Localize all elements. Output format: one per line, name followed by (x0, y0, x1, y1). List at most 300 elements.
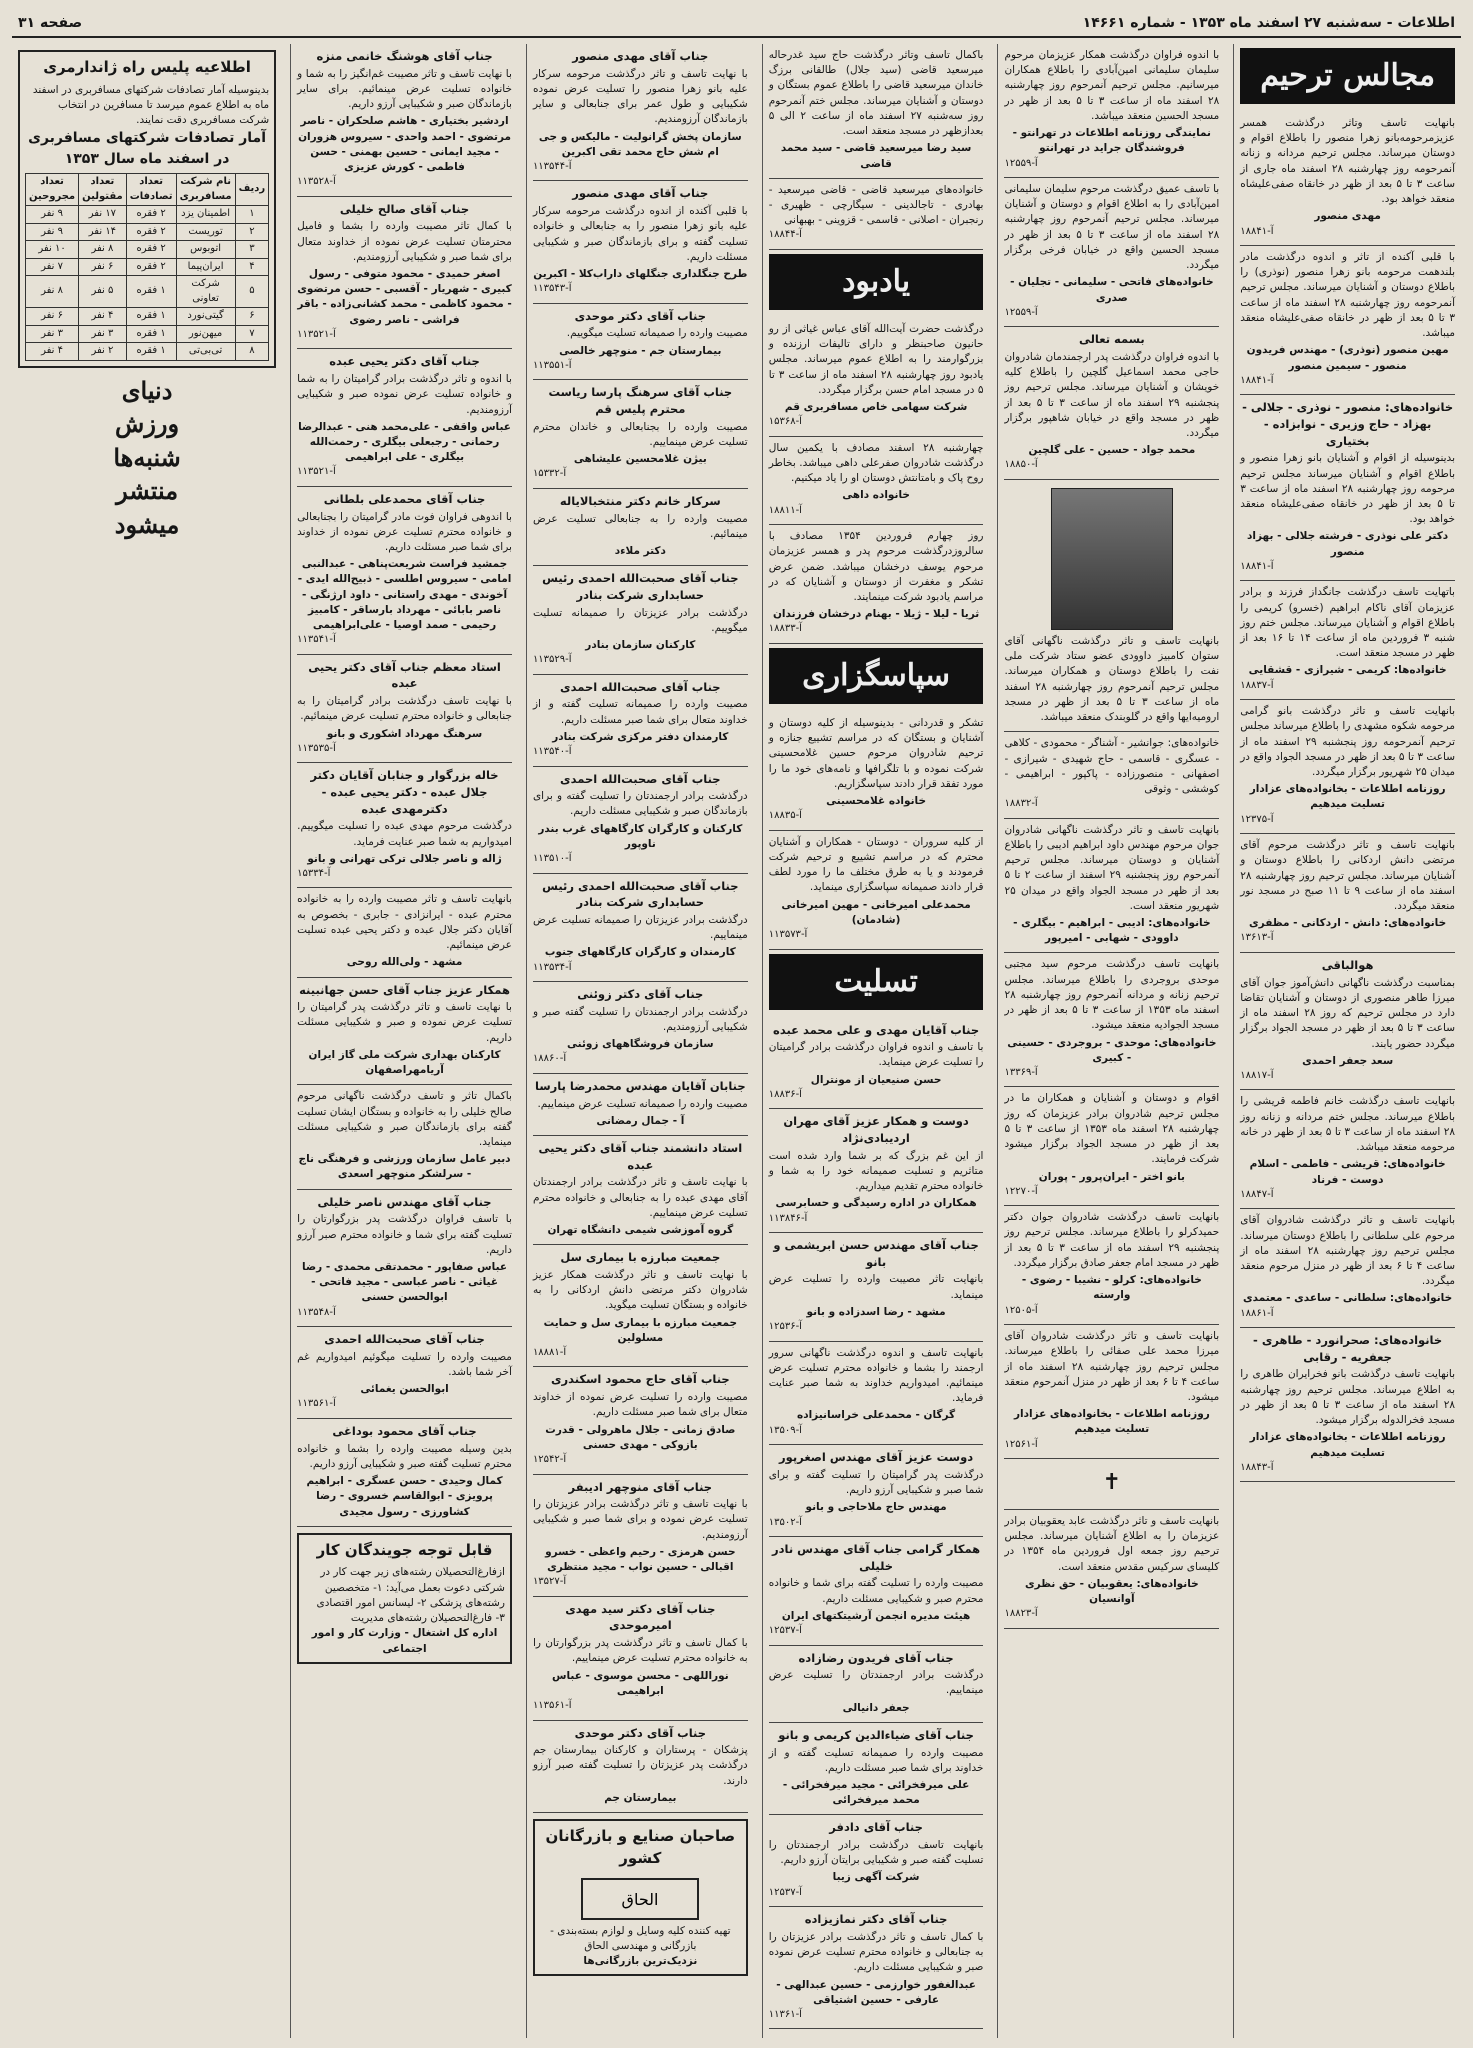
notice-text: با اندوه فراوان درگذشت همکار عزیزمان مرحوم سلیمان سلیمانی امین‌آبادی را باطلاع همکاران میرسانیم. مجلس ترحیم آنمرحوم روز چهارشنبه ۲۸ اسفند ماه از ساعت ۳ تا ۵ بعد از ظهر در مسجد الحسین منعقد میباشد. (1004, 49, 1220, 122)
notice (533, 1721, 748, 1814)
section-header (769, 254, 984, 310)
table-cell: ۵ (235, 276, 269, 308)
table-cell: ۷ نفر (26, 258, 79, 276)
notice (1004, 1459, 1219, 1510)
notice-title: جناب آقای هوشنگ خانمی منزه (316, 49, 493, 63)
notice-code: آ-۱۱۳۶۱ (768, 2008, 802, 2020)
notice-signature: محمد جواد - حسین - علی گلچین (1028, 444, 1196, 457)
table-header-cell: نام شرکت مسافربری (176, 174, 235, 206)
notice-title: جناب آقای دکتر یحیی عبده (329, 354, 480, 369)
notice-code: آ-۱۵۳۳۲ (532, 468, 567, 480)
masthead-issue-info: اطلاعات - سه‌شنبه ۲۷ اسفند ماه ۱۳۵۳ - شماره ۱۴۶۶۱ (1082, 15, 1455, 31)
notice-title: بسمه تعالی (1078, 332, 1145, 347)
table-header-cell: تعداد تصادفات (126, 174, 176, 206)
notice (1240, 700, 1455, 834)
notice-text: درگذشت برادر ارجمندتان را تسلیت گفته صبر و شکیبایی آرزومندیم. (532, 1005, 748, 1033)
notice-code: آ-۱۱۳۵۷۳ (768, 929, 808, 941)
notice-text: از این غم بزرگ که بر شما وارد شده است متاثریم و تسلیت صمیمانه خود را به شما و خانواده محترم تقدیم میداریم. (768, 1149, 984, 1193)
notice-signature: روزنامه اطلاعات - بخانواده‌های عزادار تسلیت میدهیم (1013, 1408, 1210, 1436)
notice-signature: خانواده غلامحسینی (826, 795, 927, 807)
notice-code: آ-۱۳۶۱۳ (1240, 932, 1274, 944)
column-5 (290, 44, 518, 2038)
notice-code: آ-۱۱۳۵۲۹ (532, 654, 572, 666)
notice-text: بانهایت تاسف درگذشت برادر ارجمندتان را تسلیت گفته صبر و شکیبایی برایتان آرزو داریم. (768, 1839, 984, 1867)
ad-logo (540, 1874, 741, 1924)
notice-code: آ-۱۸۸۴۳ (1240, 1461, 1274, 1473)
notice-code: آ-۱۸۸۸۱ (532, 1346, 567, 1358)
notice-title: جناب آقای منوچهر ادیبفر (568, 1479, 713, 1494)
notice (533, 767, 748, 874)
notice-signature: بیژن غلامحسین علیشاهی (573, 453, 707, 466)
table-cell: ۱ فقره (126, 343, 176, 361)
notice-signature: نمایندگی روزنامه اطلاعات در تهرانتو - فروشندگان جراید در تهرانتو (1012, 127, 1212, 155)
notice-title: دوست عزیز آقای مهندس اصغرپور (779, 1450, 974, 1465)
notice-text: درگذشت مرحوم مهدی عبده را تسلیت میگوییم. امیدواریم به شما صبر عنایت فرماید. (297, 820, 512, 848)
notice (533, 304, 748, 381)
notice-text: بانهایت تاسف و تاثر مصیبت وارده را به خانواده محترم عبده - ایرانزادی - جابری - بخصوص به آقایان دکتر جلال عبده و دکتر یحیی عبده تسلیت عرض مینمائیم. (297, 893, 512, 952)
notice (1004, 1325, 1219, 1459)
notice-signature: گروه آموزشی شیمی دانشگاه تهران (547, 1224, 734, 1236)
table-cell: ۸ نفر (26, 276, 79, 308)
notice-signature: خانواده‌های: موحدی - بروجردی - حسینی - کبیری (1007, 1036, 1217, 1064)
notice-title: دوست و همکار عزیز آقای مهران اردیبادی‌نژاد (783, 1114, 969, 1146)
notice-signature: آ - جمال رمضانی (596, 1114, 685, 1127)
notice-text: بدینوسیله از اقوام و آشنایان بانو زهرا منصور و باطلاع اقوام و آشنایان میرساند مجلس ترحیم مرحومه روز چهارشنبه ۲۸ اسفند ماه از ساعت ۳ تا ۵ بعد از ظهر در خانقاه صفی‌علیشاه منعقد خواهد بود. (1240, 452, 1455, 526)
notice-text: با کمال تاسف و تاثر درگذشت پدر بزرگوارتان را به خانواده محترم تسلیت عرض مینماییم. (532, 1637, 748, 1665)
column-2 (997, 44, 1225, 2038)
notice-code: آ-۱۲۵۵۹ (1004, 157, 1038, 169)
notice-signature: خانواده‌های: دانش - اردکانی - مظفری (1249, 917, 1447, 930)
notice (533, 1367, 748, 1474)
notice-signature: هیئت مدیره انجمن آرشیتکتهای ایران (781, 1609, 971, 1622)
notice-text: با نهایت تاسف درگذشت برادر گرامیتان را به جنابعالی و خانواده محترم تسلیت عرض مینمائیم. (297, 695, 512, 723)
notice (1240, 1090, 1455, 1209)
notice-signature: روزنامه اطلاعات - بخانواده‌های عزادار تسلیت میدهیم (1249, 783, 1446, 811)
table-cell: گیتی‌نورد (176, 308, 235, 326)
notice-text: درگذشت برادر عزیزتان را صمیمانه تسلیت میگوییم. (532, 606, 748, 634)
notice-code: آ-۱۱۳۵۱۰ (532, 853, 572, 865)
column-6 (12, 44, 282, 2038)
sports-line: شنبه‌ها (113, 442, 181, 472)
notice-code: آ-۱۲۵۶۱ (1004, 1438, 1038, 1450)
notice (1240, 246, 1455, 395)
notice (769, 318, 984, 437)
notice-code: آ-۱۸۸۴۴ (768, 229, 802, 241)
notice-code: آ-۱۲۵۳۶ (768, 1321, 802, 1333)
notice-text: مصیبت وارده را صمیمانه تسلیت میگوییم. (566, 327, 748, 340)
notice-text: باتهایت تاسف درگذشت جانگداز فرزند و برادر عزیزمان آقای ناکام ابراهیم (خسرو) کریمی را باطلاع اقوام و آشنایان میرساند. مجلس ختم روز شنبه ۳ فروردین ماه از ساعت ۱۴ تا ۱۶ بعد از ظهر در مسجد منعقد است. (1240, 586, 1456, 660)
notice-signature: مهندس حاج ملاحاجی و بانو (805, 1501, 947, 1514)
notice-text: با نهایت تاسف و تاثر درگذشت پدر گرامیتان را تسلیت عرض نموده و صبر و شکیبایی مسئلت داریم. (297, 1001, 512, 1044)
notice (769, 1815, 984, 1907)
notice-title: جمعیت مبارزه با بیماری سل (560, 1250, 721, 1265)
notice (533, 1074, 748, 1136)
notice-text: باکمال تاسف وتاثر درگذشت حاج سید غدرحاله میرسعید قاضی (سید جلال) طالقانی برزگ خاندان میرسعید قاضی را باطلاع عموم بستگان و دوستان و آشنایان میرساند. مجلس ختم آنمرحوم روز سه‌شنبه ۲۷ اسفند ماه از ساعت ۲ الی ۵ بعدازظهر در مسجد منعقد است. (768, 49, 984, 138)
notice-text: تشکر و قدردانی - بدینوسیله از کلیه دوستان و آشنایان و بستگان که در مراسم تشییع جنازه و ترحیم شادروان مرحوم حسین غلامحسینی شرکت نموده و با تلگرافها و نامه‌های خود ما را مورد تفقد قرار دادند سپاسگزاریم. (768, 716, 984, 790)
notice-signature: اردشیر بختیاری - هاشم صلحکران - ناصر مرتضوی - احمد واحدی - سیروس هزوران - مجید ایمانی - حسین بهمنی - حسن فاطمی - کورش عزیزی (298, 115, 512, 173)
notice-text: با اندوهی فراوان فوت مادر گرامیتان را بجنابعالی و خانواده محترم تسلیت عرض نموده از خداوند برای شما صبر مسئلت داریم. (297, 510, 512, 553)
notice-signature: دکتر علی نوذری - فرشته جلالی - بهزاد منصور (1247, 530, 1449, 558)
notice-signature: خانواده داهی (842, 489, 910, 502)
notice-signature: خانواده‌های: قریشی - فاطمی - اسلام دوست - فرناد (1249, 1158, 1446, 1186)
notice-signature: ژاله و ناصر جلالی ترکی تهرانی و بانو (307, 852, 502, 865)
portrait-photo (1051, 488, 1173, 630)
notice (769, 1646, 984, 1723)
sports-line: دنیای (121, 375, 173, 405)
notice-signature: اصغر حمیدی - محمود متوفی - رسول کبیری - شهریار - آقسبی - حسن مرتضوی - محمود کاظمی - محمد کشانی‌زاده - باقر فراشی - ناصر رضوی (297, 268, 512, 326)
notice-code: آ-۱۱۳۸۴۶ (768, 1212, 808, 1224)
notice (1240, 834, 1455, 953)
notice-title: جناب آقای ضیاءالدین کریمی و بانو (778, 1727, 974, 1742)
notice-signature: ابوالحسن یغمائی (360, 1383, 449, 1396)
notice-text: با نهایت تاسف و تاثر مصیبت غم‌انگیز را به شما و خانواده تسلیت عرض مینمائیم. برای سایر بازماندگان صبر و شکیبایی آرزو داریم. (297, 67, 512, 111)
notice-code: آ-۱۱۳۵۳۴ (532, 961, 572, 973)
table-cell: ۱۴ نفر (79, 223, 127, 241)
notice-text: با نهایت تاسف و تاثر درگذشت برادر عزیزتان را تسلیت عرض نموده و برای شما صبر و شکیبایی آرزومندیم. (532, 1498, 748, 1541)
notice-title: جناب آقای دکتر موحدی (574, 308, 707, 323)
notice-signature: علی میرفخرائی - مجید میرفخرائی - محمد میرفخرائی (782, 1778, 970, 1807)
table-header-cell: تعداد مقتولین (79, 174, 127, 206)
table-cell: توریست (176, 223, 235, 241)
section-header-condolence-ceremonies (1240, 48, 1455, 104)
notice (1240, 1209, 1455, 1328)
notice-title: جناب آقای صالح خلیلی (339, 201, 470, 216)
notice (1004, 953, 1219, 1087)
notice-text: خانواده‌های میرسعید قاضی - قاضی میرسعید - بهادری - تاجالدینی - سیگارچی - ظهیری - رنجبران - اصلانی - قاسمی - قزوینی - بهبهانی (768, 183, 984, 227)
table-header-cell: ردیف (235, 174, 269, 206)
notice-signature: شرکت آگهی زیبا (832, 1871, 920, 1884)
notice-signature: خانواده‌های: یعقوبیان - حق نظری آوانسیان (1024, 1577, 1199, 1606)
accident-stats-table (25, 173, 269, 361)
notice-text: بانهایت تاسف درگذشت بانو فخرایران طاهری را به اطلاع میرساند. مجلس ترحیم روز چهارشنبه ۲۸ اسفند ماه از ساعت ۳ تا ۵ بعد از ظهر در مسجد فخرالدوله برگزار میشود. (1240, 1368, 1456, 1427)
notice-signature: خانواده‌های: سلطانی - ساعدی - معتمدی (1243, 1292, 1453, 1305)
table-cell: ۶ (235, 308, 269, 326)
notice-title: هوالباقی (1321, 957, 1374, 972)
notice-code: آ-۱۸۸۳۵ (768, 810, 802, 822)
notice (769, 525, 984, 644)
notice-signature: عبدالغفور خوارزمی - حسین عبدالهی - عارفی - حسین اشتیاقی (776, 1978, 976, 2006)
table-cell: ۸ (235, 343, 269, 361)
notice (533, 675, 748, 767)
notice (769, 1723, 984, 1816)
job-ad-signature: اداره کل اشتغال - وزارت کار و امور اجتماعی (311, 1627, 498, 1655)
table-row (26, 206, 269, 224)
sports-line: منتشر (116, 476, 179, 506)
table-cell: اتوبوس (176, 241, 235, 259)
notice (769, 1109, 984, 1233)
notice-text: مصیبت وارده را به جنابعالی تسلیت عرض مینمائیم. (532, 512, 748, 540)
table-cell: ۳ نفر (26, 325, 79, 343)
notice (769, 1018, 984, 1110)
notice-signature: خانواده‌های فاتحی - سلیمانی - تجلیان - صدری (1010, 276, 1214, 304)
notice-signature: بیمارستان جم (604, 1791, 677, 1804)
notice (297, 1327, 512, 1419)
police-notice-box (18, 50, 276, 368)
notice-code: آ-۱۳۵۰۹ (768, 1424, 802, 1436)
notice-code: آ-۱۲۵۳۷ (768, 1886, 802, 1898)
notice-text: روز چهارم فروردین ۱۳۵۴ مصادف با سالروزدرگذشت مرحوم پدر و همسر عزیزمان مرحوم یوسف درخشان میباشد. ضمن عرض تشکر و مغفرت از دوستان و آشنایان که در مراسم یادبود شرکت مینمایند. (768, 530, 984, 603)
job-ad-title: قابل توجه جویندگان کار (316, 1540, 493, 1559)
table-cell: ۴ (235, 258, 269, 276)
notice-signature: مهدی منصور (1314, 210, 1381, 223)
notice-text: خانواده‌های: جوانشیر - آشناگر - محمودی - کلاهی - عسگری - قاسمی - حاج شهیدی - شیرازی - اصفهانی - منصورزاده - پاکپور - ابراهیمی - کوششی - وثوقی (1004, 737, 1220, 795)
notice-text: بانهایت تاسف و تاثر درگذشت مرحوم آقای مرتضی دانش اردکانی را باطلاع دوستان و آشنایان میرساند. مجلس ترحیم روز چهارشنبه ۲۸ اسفند ماه از ساعت ۹ تا ۱۱ صبح در مسجد نور منعقد میگردد. (1240, 839, 1455, 913)
ad-logo-text: الحاق (621, 1889, 659, 1909)
notice-signature: سازمان پخش گرانولیت - مالیکس و جی ام شش حاج محمد تقی اکبرین (538, 130, 742, 158)
notice-code: آ-۱۸۸۴۱ (1240, 374, 1274, 386)
cross-icon: ✝ (1102, 1470, 1122, 1496)
table-cell: ایران‌پیما (176, 258, 235, 276)
notice (533, 1475, 748, 1597)
notice-text: با تاسف فراوان درگذشت پدر بزرگوارتان را تسلیت گفته برای شما و خانواده محترم صبر آرزو داریم. (297, 1213, 512, 1256)
notice-code: آ-۱۲۲۷۰ (1004, 1185, 1038, 1197)
notice-text: با اندوه فراوان درگذشت پدر ارجمندمان شادروان حاجی محمد اسماعیل گلچین را باطلاع کلیه خویشان و آشنایان میرساند. مجلس ترحیم روز پنجشنبه ۲۹ اسفند ماه از ساعت ۳ تا ۵ بعد از ظهر در مسجد واقع در خیابان شاهپور برگزار میگردد. (1004, 350, 1220, 440)
notice (1240, 1328, 1455, 1482)
notice-text: با قلبی آکنده از تاثر و اندوه درگذشت مادر بلندهمت مرحومه بانو زهرا منصور (نوذری) را باطلاع دوستان و آشنایان میرساند. مجلس ترحیم آنمرحومه روز چهارشنبه ۲۸ اسفند ماه از ساعت ۳ تا ۵ بعد از ظهر در خانقاه صفی‌علیشاه منعقد میباشد. (1240, 251, 1456, 340)
notice-signature: مشهد - رضا اسدزاده و بانو (806, 1305, 946, 1318)
notice (1004, 327, 1219, 480)
notice-title: جناب آقای محمود بوداغی (332, 1423, 477, 1438)
notice-signature: کارمندان دفتر مرکزی شرکت بنادر (552, 730, 729, 743)
column-4 (526, 44, 754, 2038)
notice-text: با نهایت تاسف و تاثر درگذشت برادر ارجمندتان آقای مهدی عبده را به جنابعالی و خانواده محترم تسلیت عرض مینماییم. (532, 1176, 748, 1219)
table-cell: ۱۷ نفر (79, 206, 127, 224)
table-cell: ۲ فقره (126, 206, 176, 224)
table-cell: ۱ (235, 206, 269, 224)
table-cell: شرکت تعاونی (176, 276, 235, 308)
notice-title: جناب آقای حاج محمود اسکندری (550, 1372, 730, 1387)
notice (769, 1233, 984, 1342)
notice-code: آ-۱۸۸۳۲ (1004, 798, 1038, 810)
notice-code: آ-۱۱۳۵۲۱ (297, 466, 336, 478)
notice-signature: کارکنان بهداری شرکت ملی گاز ایران آریامهراصفهان (308, 1048, 501, 1077)
notice (1240, 581, 1455, 700)
notice-signature: کارکنان و کارگران کارگاههای غرب بندر ناوپور (538, 822, 743, 850)
notice-signature: سازمان فروشگاههای زوئنی (567, 1038, 714, 1051)
notice-text: درگذشت حضرت آیت‌الله آقای عباس غیاثی از رو حانیون صاحبنظر و دارای تالیفات ارزنده و بزرگوارمند را به اطلاع عموم میرساند. مجلس یادبود روز چهارشنبه ۲۸ اسفند ماه از ساعت ۳ تا ۵ در مسجد امام حسن برگزار میگردد. (768, 322, 984, 396)
table-row (26, 276, 269, 308)
sports-line: میشود (114, 509, 180, 539)
section-title: یادبود (842, 264, 911, 300)
notice (1004, 1087, 1219, 1206)
notice-code: آ-۱۸۸۱۱ (768, 504, 802, 516)
notice-title: خانواده‌های: صحرانورد - طاهری - جعفریه - رقابی (1253, 1333, 1443, 1364)
notice-signature: کارمندان و کارگران کارگاههای جنوب (544, 946, 736, 959)
table-cell: ۳ نفر (79, 325, 127, 343)
notice-signature: سید رضا میرسعید قاضی - سید محمد قاضی (780, 142, 972, 170)
notice (533, 874, 748, 983)
notice (533, 566, 748, 675)
notice-title: جناب آقای صحبت‌الله احمدی (560, 679, 721, 694)
notice-title: جناب آقای دادفر (829, 1820, 923, 1835)
table-cell: ۵ نفر (79, 276, 127, 308)
notice-signature: ثریا - لیلا - ژیلا - بهنام درخشان فرزندان (772, 608, 980, 621)
table-cell: ۴ نفر (79, 308, 127, 326)
notice (1004, 1206, 1219, 1325)
notice-signature: عباس واقفی - علی‌محمد هنی - عبدالرضا رحمانی - رجبعلی بیگلری - رحمت‌الله بیگلری - علی ابراهیمی (298, 420, 511, 464)
notice (297, 888, 512, 977)
notice (297, 978, 512, 1086)
notice (769, 1445, 984, 1537)
notice-text: با قلبی آکنده از اندوه درگذشت مرحومه سرکار علیه بانو زهرا منصور را به جنابعالی و خانواده تسلیت گفته و برای بازماندگان صبر و شکیبایی مسئلت داریم. (532, 205, 748, 263)
notice-signature: دبیر عامل سازمان ورزشی و فرهنگی ناج - سرلشکر منوچهر اسعدی (298, 1153, 511, 1181)
notice (769, 179, 984, 250)
notice-code: آ-۱۸۸۴۱ (1240, 225, 1274, 237)
notice-code: آ-۱۱۳۵۴۴ (532, 160, 572, 172)
notice-title: خانواده‌های: منصور - نوذری - جلالی - بهزاد - حاج وزیری - نوابزاده - بختیاری (1242, 400, 1454, 448)
notice-signature: خانواده‌ها: کریمی - شیرازی - قشقایی (1248, 664, 1447, 677)
table-cell: ۴ نفر (26, 343, 79, 361)
notice-title: استاد معظم جناب آقای دکتر یحیی عبده (308, 659, 501, 691)
table-cell: ۲ فقره (126, 258, 176, 276)
notice-signature: بیمارستان جم - منوچهر خالصی (559, 344, 722, 357)
table-cell: ۱ فقره (126, 325, 176, 343)
notice (769, 1537, 984, 1646)
notice-text: بانهایت تاسف و تاثر درگذشت بانو گرامی مرحومه شکوه مشهدی را باطلاع میرساند مجلس ترحیم آنمرحومه روز پنجشنبه ۲۹ اسفند ماه از ساعت ۳ تا ۵ بعد از ظهر در مسجد الجواد واقع در میدان ۲۵ شهریور برگزار میگردد. (1240, 705, 1455, 779)
notice-title: جناب آقای سرهنگ پارسا ریاست محترم پلیس قم (548, 385, 733, 417)
notice-title: جناب آقای دکتر زوئنی (577, 987, 704, 1002)
table-cell: میهن‌نور (176, 325, 235, 343)
notice-text: مصیبت وارده را تسلیت عرض نموده از خداوند متعال برای شما صبر مسئلت داریم. (532, 1391, 748, 1419)
notice (297, 487, 512, 655)
section-title: مجالس ترحیم (1260, 58, 1436, 94)
notice-text: با کمال تاسف و تاثر درگذشت برادر عزیزتان را به جنابعالی و خانواده محترم تسلیت عرض نموده صبر و شکیبایی مسئلت داریم. (768, 1930, 984, 1974)
notice-text: مصیبت وارده را صمیمانه تسلیت گفته و از خداوند برای شما صبر مسئلت داریم. (768, 1746, 984, 1774)
notice (769, 437, 984, 525)
notice-text: مصیبت وارده را تسلیت گفته برای شما و خانواده محترم صبر و شکیبایی مسئلت داریم. (768, 1577, 984, 1605)
table-cell: ۹ نفر (26, 206, 79, 224)
section-title: سپاسگزاری (802, 658, 951, 694)
notice (533, 1245, 748, 1367)
notice (533, 1597, 748, 1721)
notice-title: جناب آقای صحبت‌الله احمدی رئیس حسابداری شرکت بنادر (542, 878, 739, 910)
column-3 (762, 44, 990, 2038)
table-cell: ۲ (235, 223, 269, 241)
notice-signature: سعد جعفر احمدی (1302, 1054, 1394, 1067)
notice (297, 349, 512, 486)
notice-signature: جمعیت مبارزه با بیماری سل و حمایت مسلولین (543, 1316, 738, 1344)
columns-grid (12, 44, 1461, 2038)
sports-line: ورزش (115, 409, 180, 439)
notice-code: آ-۱۸۸۶۱ (1240, 1307, 1274, 1319)
table-body (26, 206, 269, 361)
notice (297, 44, 512, 197)
notice-signature: حسن هرمزی - رحیم واعظی - خسرو اقبالی - حسین نواب - مجید منتظری (545, 1545, 736, 1574)
notice-text: مصیبت وارده را صمیمانه تسلیت گفته و از خداوند متعال برای شما صبر مسئلت داریم. (532, 698, 748, 726)
notice-code: آ-۱۱۳۵۴۸ (297, 1306, 336, 1318)
notice-text: از کلیه سروران - دوستان - همکاران و آشنایان محترم که در مراسم تشییع و ترحیم شرکت فرمودند و یا به طرق مختلف ما را مورد لطف قرار دادند صمیمانه سپاسگزاری مینماید. (768, 835, 984, 894)
notice (1004, 1510, 1219, 1629)
notice (769, 44, 984, 179)
notice (297, 1419, 512, 1527)
notice (1004, 732, 1219, 818)
notice-text: بدین وسیله مصیبت وارده را بشما و خانواده محترم تسلیت گفته صبر و شکیبایی آرزو داریم. (297, 1442, 512, 1470)
notice-title: همکار گرامی جناب آقای مهندس نادر خلیلی (772, 1542, 981, 1573)
notice-code: آ-۱۲۵۰۵ (1004, 1304, 1038, 1316)
notice-text: بانهایت تاسف و تاثر درگذشت شادروان آقای میرزا محمد علی صفائی را باطلاع میرساند. مجلس ترحیم روز چهارشنبه ۲۸ اسفند ماه از ساعت ۴ تا ۶ بعد از ظهر در منزل آنمرحوم منعقد میشود. (1004, 1330, 1220, 1403)
notice-text: درگذشت برادر ارجمندتان را تسلیت گفته و برای بازماندگان صبر و شکیبایی مسئلت داریم. (532, 790, 748, 818)
masthead (12, 10, 1461, 38)
notice-text: بانهایت تاثر مصیبت وارده را تسلیت عرض مینماید. (768, 1273, 984, 1301)
notice-title: جناب آقای مهندس حسن ابریشمی و بانو (773, 1238, 979, 1269)
notice (533, 181, 748, 303)
notice-signature: همکاران در اداره رسیدگی و حسابرسی (775, 1197, 977, 1210)
notice-title: جناب آقای دکتر موحدی (574, 1725, 707, 1740)
notice (1004, 44, 1219, 178)
notice-code: آ-۱۱۳۵۲۸ (297, 176, 336, 188)
section-header (769, 648, 984, 704)
notice-signature: حسن صنیعیان از مونترال (810, 1073, 942, 1086)
notice-signature: مهین منصور (نوذری) - مهندس فریدون منصور - سیمین منصور (1246, 344, 1449, 372)
notice-signature: طرح جنگلداری جنگلهای داراب‌کلا - اکبرین (533, 268, 748, 281)
table-cell: ۱ فقره (126, 308, 176, 326)
table-cell: ۷ (235, 325, 269, 343)
notice-text: مصیبت وارده را صمیمانه تسلیت عرض مینماییم. (537, 1097, 748, 1110)
notice-text: مصیبت وارده را بجنابعالی و خاندان محترم تسلیت عرض مینماییم. (532, 420, 748, 448)
notice-text: درگذشت پدر گرامیتان را تسلیت گفته و برای شما صبر و شکیبایی آرزو داریم. (768, 1468, 984, 1497)
notice-code: آ-۱۸۸۲۳ (1004, 1608, 1038, 1620)
table-row (26, 258, 269, 276)
notice-title: جناب آقای مهدی منصور (572, 49, 709, 63)
notice-signature: گرگان - محمدعلی خراسانیزاده (797, 1409, 956, 1422)
notice (533, 1136, 748, 1245)
notice-code: آ-۱۸۸۳۳ (768, 623, 802, 635)
notice-text: با تاسف عمیق درگذشت مرحوم سلیمان سلیمانی امین‌آبادی را به اطلاع اقوام و دوستان و آشنایان میرساند. مجلس ترحیم آنمرحوم روز چهارشنبه ۲۸ اسفند ماه از ساعت ۳ تا ۵ بعد از ظهر در مسجد الحسین واقع در خیابان فرخی برگزار میگردد. (1004, 183, 1220, 272)
table-cell: ۱ فقره (126, 276, 176, 308)
notice-code: آ-۱۸۸۴۱ (1240, 560, 1274, 572)
notice-title: جناب آقای صحبت‌الله احمدی (560, 771, 721, 786)
notice-signature: نوراللهی - محسن موسوی - عباس ابراهیمی (551, 1669, 729, 1697)
notice-code: آ-۱۱۳۵۴۱ (297, 634, 336, 646)
notice-signature: کمال وحیدی - حسن عسگری - ابراهیم پرویزی - ابوالقاسم خسروی - رضا کشاورزی - رسول مجیدی (306, 1475, 503, 1518)
notice-code: آ-۱۱۳۵۲۱ (297, 328, 336, 340)
notice-code: آ-۱۱۳۵۶۱ (532, 1700, 572, 1712)
sports-announcement (18, 374, 276, 542)
notice (297, 763, 512, 888)
table-cell: ۹ نفر (26, 223, 79, 241)
notice-text: پزشکان - پرستاران و کارکنان بیمارستان جم درگذشت پدر عزیزتان را تسلیت گفته صبر آرزو دارند. (532, 1744, 748, 1787)
notice-code: آ-۱۸۸۴۷ (1240, 1188, 1274, 1200)
notice (533, 489, 748, 566)
notice-text: بانهایت تاسف درگذشت خانم فاطمه قریشی را باطلاع میرساند. مجلس ختم مردانه و زنانه روز ۲۸ اسفند ماه از ساعت ۳ تا ۵ بعد از ظهر در خانه مرحومه منعقد میباشد. (1240, 1095, 1456, 1154)
job-ad-text: ازفارغ‌التحصیلان رشته‌های زیر جهت کار در شرکتی دعوت بعمل می‌آید: ۱- متخصصین رشته‌های پزشکی ۲- لیسانس امور اقتصادی ۳- فارغ‌التحصیلان رشته‌های مدیریت (316, 1566, 505, 1625)
notice (1004, 178, 1219, 327)
notice-text: بانهایت تاسف و تاثر درگذشت عابد یعقوبیان برادر عزیزمان را به اطلاع آشنایان میرساند. مجلس ترحیم روز جمعه اول فروردین ماه ۱۳۵۴ در کلیسای سرکیس مقدس منعقد است. (1004, 1515, 1220, 1573)
notice-signature: جعفر دانیالی (842, 1701, 910, 1714)
notice-code: آ-۱۲۵۴۲ (532, 1454, 567, 1466)
notice (1240, 112, 1455, 246)
notice-title: جناب آقای صحبت‌الله احمدی (324, 1332, 485, 1347)
table-cell: ۶ نفر (79, 258, 127, 276)
notice (769, 1907, 984, 2029)
notice-code: آ-۱۸۸۶۰ (532, 1053, 567, 1065)
notice-code: آ-۱۱۳۵۶۱ (297, 1398, 336, 1410)
notice-title: خاله بزرگوار و جنابان آقایان دکتر جلال عبده - دکتر یحیی عبده - دکترمهدی عبده (310, 768, 499, 816)
table-header-row (26, 174, 269, 206)
notice-title: جناب آقای مهندس ناصر خلیلی (317, 1194, 492, 1209)
notice-title: جنابان آقایان مهندس محمدرضا پارسا (535, 1078, 746, 1093)
notice-text: با کمال تاثر مصیبت وارده را بشما و فامیل محترمتان تسلیت عرض نموده از خداوند متعال برای شما صبر و شکیبایی آرزومندیم. (297, 220, 512, 263)
table-row (26, 343, 269, 361)
table-cell: ۲ فقره (126, 241, 176, 259)
police-notice-intro: بدینوسیله آمار تصادفات شرکتهای مسافربری در اسفند ماه به اطلاع عموم میرسد تا مسافرین در انتخاب شرکت مسافربری دقت نمایند. (32, 83, 270, 127)
notice-title: جناب آقای صحبت‌الله احمدی رئیس حسابداری شرکت بنادر (542, 571, 739, 602)
notice-text: بانهایت تاسف درگذشت شادروان جوان دکتر حمیدکرلو را باطلاع میرساند. مجلس ترحیم روز پنجشنبه ۲۹ اسفند ماه از ساعت ۳ تا ۵ بعد از ظهر در مسجد امام جعفر صادق برگزار میگردد. (1004, 1211, 1220, 1269)
notice-code: آ-۱۵۳۳۴ (297, 867, 331, 879)
notice-signature: محمدعلی امیرخانی - مهین امیرخانی (شادمان) (781, 898, 971, 926)
notice-code: آ-۱۸۸۳۶ (768, 1088, 802, 1100)
notice-text: بانهایت تاسف و تاثر درگذشت ناگهانی شادروان جوان مرحوم مهندس داود ابراهیم ادیبی را باطلاع آشنایان و دوستان میرساند. مجلس ترحیم آنمرحوم روز پنجشنبه ۲۹ اسفند از ساعت ۲ تا ۵ بعد از ظهر در مسجد الجواد واقع در میدان ۲۵ شهریور منعقد است. (1004, 823, 1220, 912)
